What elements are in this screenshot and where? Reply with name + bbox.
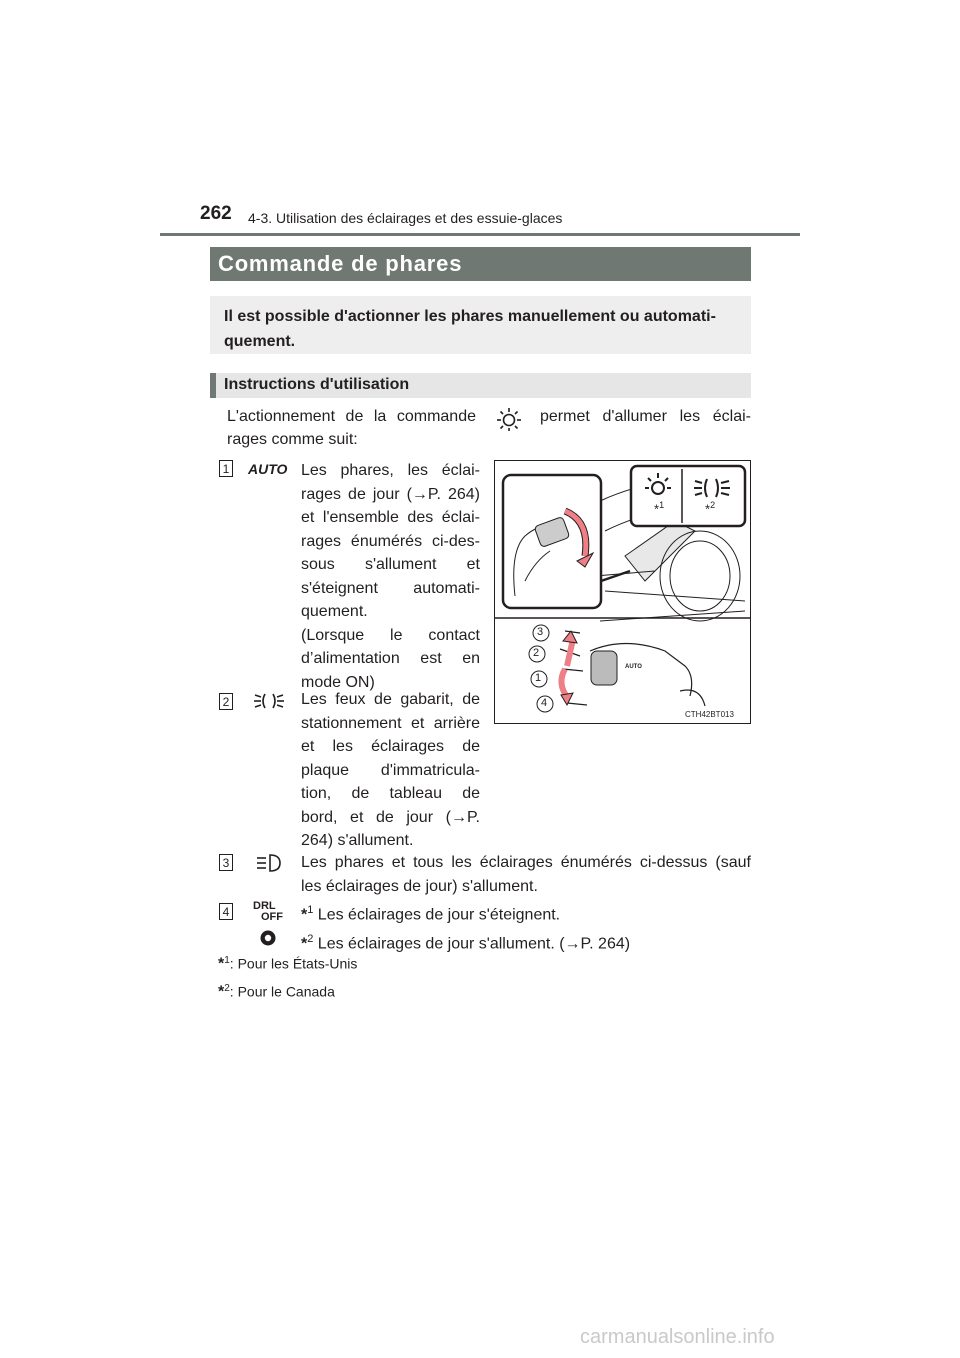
footnote-2 <box>218 983 335 1002</box>
intro-box <box>210 296 751 354</box>
headlight-icon <box>254 852 284 874</box>
asterisk: * <box>218 983 225 1001</box>
asterisk: * <box>218 955 225 973</box>
footnote-ref: 1 <box>307 904 314 916</box>
item-2-line: et les éclairages de <box>301 738 480 755</box>
title-bar <box>210 247 751 281</box>
lead-part1: L'actionnement de la commande <box>227 408 476 425</box>
drl-on-icon <box>258 928 278 948</box>
item-1-text <box>301 459 480 694</box>
item-3-text <box>301 851 751 898</box>
inset-mark-1 <box>654 500 664 516</box>
off-label: OFF <box>261 911 283 923</box>
watermark: carmanualsonline.info <box>580 1326 775 1348</box>
item-4-line-1 <box>301 899 560 927</box>
item-2-line: bord, et de jour (→P. <box>301 808 480 826</box>
side-lights-icon <box>252 690 286 712</box>
lead-part3: rages comme suit: <box>227 431 358 448</box>
footnote-ref: 1 <box>659 500 665 510</box>
item-1-line: quement. <box>301 603 368 620</box>
item-1-line: mode ON) <box>301 673 375 691</box>
item-1-line: sous s'allument et <box>301 556 480 573</box>
item-4-line-2 <box>301 928 630 956</box>
chapter-title: 4-3. Utilisation des éclairages et des essuie-glaces <box>248 210 563 226</box>
auto-icon: AUTO <box>248 461 288 477</box>
item-2-text <box>301 688 480 853</box>
item-2-line: tion, de tableau de <box>301 785 480 802</box>
item-4-text-2: Les éclairages de jour s'allument. (→P. 264) <box>313 935 631 953</box>
item-2-line: Les feux de gabarit, de <box>301 691 480 708</box>
item-number-2: 2 <box>219 693 233 710</box>
item-1-line: s'éteignent automati- <box>301 579 480 597</box>
item-1-line: Les phares, les éclai- <box>301 462 480 479</box>
item-number-4: 4 <box>219 903 233 920</box>
item-3-line: Les phares et tous les éclairages énumérés ci-dessus (sauf <box>301 854 751 871</box>
item-number-1: 1 <box>219 460 233 477</box>
item-4-text-1: Les éclairages de jour s'éteignent. <box>313 906 561 924</box>
section-bar <box>210 373 751 398</box>
footnote-ref: 2 <box>224 983 230 994</box>
figure-code: CTH42BT013 <box>685 710 734 719</box>
drl-off-icon <box>253 901 283 923</box>
intro-text: Il est possible d'actionner les phares manuellement ou automati-quement. <box>224 308 716 350</box>
header-rule <box>160 233 800 236</box>
asterisk: * <box>301 906 308 924</box>
footnote-ref: 2 <box>710 500 716 510</box>
callout-4: 4 <box>541 697 548 709</box>
item-2-line: plaque d'immatricula- <box>301 761 480 779</box>
item-2-line: 264) s'allument. <box>301 832 414 849</box>
item-1-line: rages de jour (→P. 264) <box>301 485 480 503</box>
footnote-text: : Pour le Canada <box>229 983 335 1000</box>
item-1-line: rages énumérés ci-des- <box>301 532 480 550</box>
footnote-ref: 1 <box>224 955 230 966</box>
lead-part2: permet d'allumer les éclai- <box>540 408 751 425</box>
callout-3: 3 <box>537 626 544 638</box>
item-1-line: et l'ensemble des éclai- <box>301 509 480 526</box>
headlight-switch-icon <box>494 406 524 432</box>
callout-1: 1 <box>535 672 542 684</box>
item-number-3: 3 <box>219 854 233 871</box>
switch-auto-label: AUTO <box>625 664 642 670</box>
item-2-line: stationnement et arrière <box>301 714 480 732</box>
item-1-line: (Lorsque le contact <box>301 626 480 644</box>
asterisk: * <box>301 935 308 953</box>
drl-label: DRL <box>253 900 276 912</box>
footnote-text: : Pour les États-Unis <box>229 955 358 972</box>
footnote-ref: 2 <box>307 933 314 945</box>
item-1-line: d’alimentation est en <box>301 650 480 667</box>
page-number: 262 <box>200 203 232 224</box>
asterisk: * <box>654 501 660 517</box>
callout-2: 2 <box>533 647 540 659</box>
item-3-line: les éclairages de jour) s'allument. <box>301 877 538 895</box>
asterisk: * <box>705 501 711 517</box>
inset-mark-2 <box>705 500 715 516</box>
footnote-1 <box>218 955 357 974</box>
section-title: Instructions d'utilisation <box>224 376 410 393</box>
page-title: Commande de phares <box>218 251 463 276</box>
headlight-switch-figure <box>494 460 751 724</box>
